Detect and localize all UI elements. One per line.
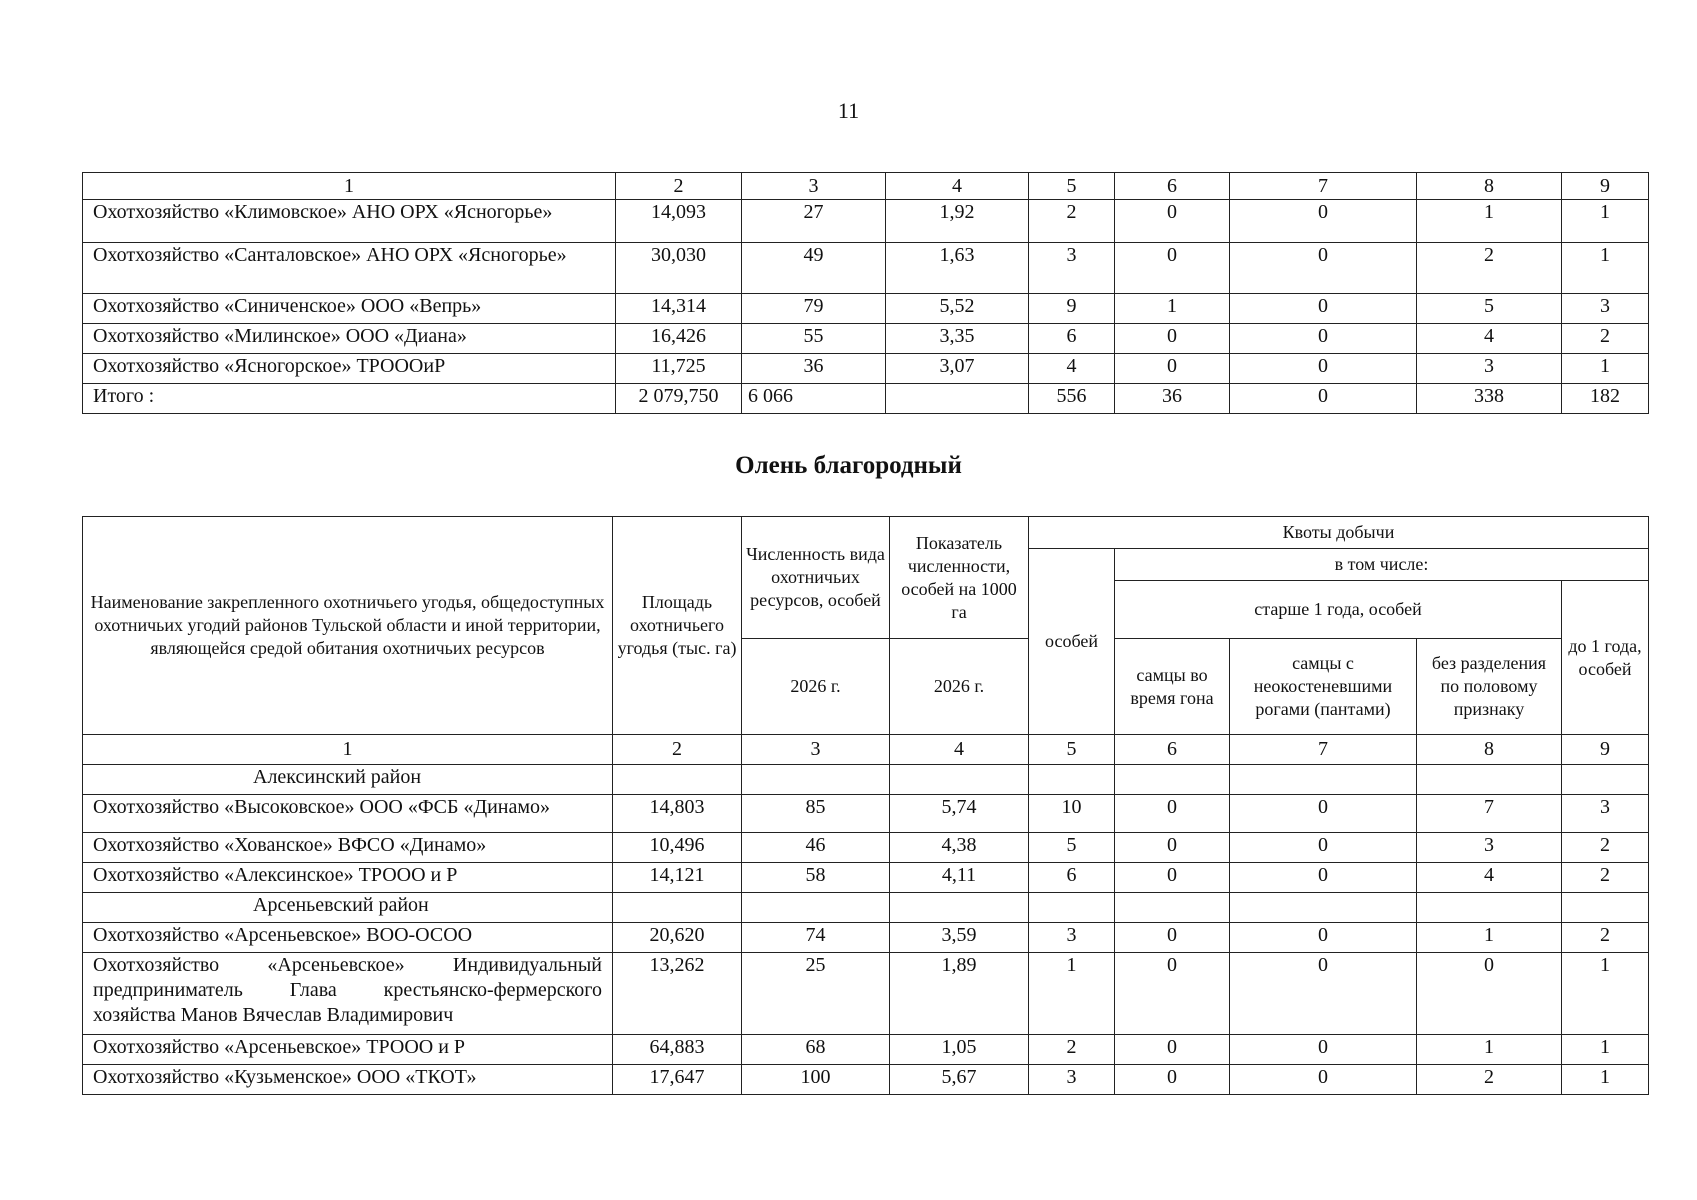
cell-total: 2	[1029, 1035, 1115, 1065]
cell-total: 6	[1029, 863, 1115, 893]
cell-total: 5	[1029, 833, 1115, 863]
table-row	[83, 953, 1649, 1035]
cell-name: Охотхозяйство «Кузьменское» ООО «ТКОТ»	[83, 1065, 613, 1095]
cell-index: 1,89	[890, 953, 1029, 1035]
table-row	[83, 833, 1649, 863]
cell-index: 3,59	[890, 923, 1029, 953]
empty-cell	[1115, 765, 1230, 795]
cell-velvet: 0	[1230, 833, 1417, 863]
column-number: 9	[1562, 735, 1649, 765]
table-row	[83, 863, 1649, 893]
district-name: Алексинский район	[83, 765, 613, 795]
top-column-number-row	[83, 173, 1649, 200]
header-quotas: Квоты добычи	[1029, 517, 1649, 549]
district-row	[83, 765, 1649, 795]
cell-area: 13,262	[613, 953, 742, 1035]
empty-cell	[890, 893, 1029, 923]
cell-velvet: 0	[1230, 863, 1417, 893]
header-older: старше 1 года, особей	[1115, 581, 1562, 639]
cell-velvet: 0	[1230, 795, 1417, 833]
column-number: 4	[890, 735, 1029, 765]
cell-count: 49	[742, 243, 886, 294]
cell-total: 3	[1029, 923, 1115, 953]
cell-total: 4	[1029, 354, 1115, 384]
column-number: 2	[616, 173, 742, 200]
header-count-year: 2026 г.	[742, 639, 890, 735]
column-number: 8	[1417, 735, 1562, 765]
header-young: до 1 года, особей	[1562, 581, 1649, 735]
column-number: 2	[613, 735, 742, 765]
cell-index: 1,05	[890, 1035, 1029, 1065]
cell-nosex: 1	[1417, 1035, 1562, 1065]
section-title: Олень благородный	[735, 452, 962, 479]
cell-nosex: 3	[1417, 354, 1562, 384]
column-number: 6	[1115, 735, 1230, 765]
cell-area: 14,803	[613, 795, 742, 833]
cell-name: Охотхозяйство «Алексинское» ТРООО и Р	[83, 863, 613, 893]
cell-name: Охотхозяйство «Ясногорское» ТРОООиР	[83, 354, 616, 384]
cell-name: Охотхозяйство «Милинское» ООО «Диана»	[83, 324, 616, 354]
cell-nosex: 0	[1417, 953, 1562, 1035]
cell-velvet: 0	[1230, 953, 1417, 1035]
header-rut: самцы во время гона	[1115, 639, 1230, 735]
cell-area: 10,496	[613, 833, 742, 863]
page-number: 11	[837, 98, 860, 123]
cell-rut: 1	[1115, 294, 1230, 324]
cell-index: 1,92	[886, 200, 1029, 243]
cell-nosex: 3	[1417, 833, 1562, 863]
cell-area: 14,121	[613, 863, 742, 893]
cell-area: 16,426	[616, 324, 742, 354]
cell-total: 556	[1029, 384, 1115, 414]
cell-nosex: 1	[1417, 200, 1562, 243]
table-row	[83, 200, 1649, 243]
cell-name: Итого :	[83, 384, 616, 414]
cell-name: Охотхозяйство «Климовское» АНО ОРХ «Ясногорье»	[83, 200, 616, 243]
cell-young: 182	[1562, 384, 1649, 414]
cell-count: 74	[742, 923, 890, 953]
column-number: 5	[1029, 735, 1115, 765]
cell-name: Охотхозяйство «Высоковское» ООО «ФСБ «Динамо»	[83, 795, 613, 833]
bottom-column-number-row	[83, 735, 1649, 765]
cell-count: 46	[742, 833, 890, 863]
cell-total: 9	[1029, 294, 1115, 324]
cell-index: 5,67	[890, 1065, 1029, 1095]
cell-index: 5,52	[886, 294, 1029, 324]
cell-young: 2	[1562, 923, 1649, 953]
cell-index: 1,63	[886, 243, 1029, 294]
cell-name: Охотхозяйство «Хованское» ВФСО «Динамо»	[83, 833, 613, 863]
cell-count: 6 066	[742, 384, 886, 414]
cell-name: Охотхозяйство «Арсеньевское» ТРООО и Р	[83, 1035, 613, 1065]
cell-young: 1	[1562, 243, 1649, 294]
table-row	[83, 923, 1649, 953]
cell-nosex: 7	[1417, 795, 1562, 833]
column-number: 1	[83, 735, 613, 765]
cell-index: 3,35	[886, 324, 1029, 354]
cell-total: 3	[1029, 243, 1115, 294]
cell-young: 2	[1562, 863, 1649, 893]
district-row	[83, 893, 1649, 923]
cell-area: 11,725	[616, 354, 742, 384]
empty-cell	[613, 893, 742, 923]
cell-name: Охотхозяйство «Синиченское» ООО «Вепрь»	[83, 294, 616, 324]
empty-cell	[1230, 765, 1417, 795]
cell-rut: 0	[1115, 243, 1230, 294]
cell-index: 5,74	[890, 795, 1029, 833]
column-number: 9	[1562, 173, 1649, 200]
cell-velvet: 0	[1230, 200, 1417, 243]
cell-young: 1	[1562, 953, 1649, 1035]
cell-nosex: 1	[1417, 923, 1562, 953]
cell-name: Охотхозяйство «Санталовское» АНО ОРХ «Ясногорье»	[83, 243, 616, 294]
cell-area: 20,620	[613, 923, 742, 953]
empty-cell	[1230, 893, 1417, 923]
column-number: 8	[1417, 173, 1562, 200]
column-number: 3	[742, 173, 886, 200]
column-number: 7	[1230, 173, 1417, 200]
cell-rut: 0	[1115, 833, 1230, 863]
header-nosex: без разделения по половому признаку	[1417, 639, 1562, 735]
column-number: 6	[1115, 173, 1230, 200]
cell-velvet: 0	[1230, 1065, 1417, 1095]
cell-rut: 0	[1115, 1035, 1230, 1065]
cell-velvet: 0	[1230, 354, 1417, 384]
table-row	[83, 243, 1649, 294]
cell-count: 85	[742, 795, 890, 833]
empty-cell	[613, 765, 742, 795]
cell-rut: 0	[1115, 795, 1230, 833]
bottom-data-table	[82, 516, 1649, 1095]
table-row	[83, 1065, 1649, 1095]
cell-rut: 36	[1115, 384, 1230, 414]
empty-cell	[890, 765, 1029, 795]
empty-cell	[1562, 893, 1649, 923]
cell-index: 4,38	[890, 833, 1029, 863]
header-including: в том числе:	[1115, 549, 1649, 581]
cell-young: 2	[1562, 324, 1649, 354]
column-number: 7	[1230, 735, 1417, 765]
cell-nosex: 4	[1417, 863, 1562, 893]
cell-rut: 0	[1115, 200, 1230, 243]
empty-cell	[1115, 893, 1230, 923]
cell-young: 3	[1562, 795, 1649, 833]
cell-index: 3,07	[886, 354, 1029, 384]
empty-cell	[742, 765, 890, 795]
cell-young: 1	[1562, 354, 1649, 384]
table-row	[83, 324, 1649, 354]
column-number: 5	[1029, 173, 1115, 200]
column-number: 3	[742, 735, 890, 765]
cell-nosex: 5	[1417, 294, 1562, 324]
header-total: особей	[1029, 549, 1115, 735]
total-row	[83, 384, 1649, 414]
empty-cell	[1562, 765, 1649, 795]
cell-name: Охотхозяйство «Арсеньевское» Индивидуальный предприниматель Глава крестьянско-фермерского хозяйства Манов Вячеслав Владимирович	[83, 953, 613, 1035]
cell-total: 10	[1029, 795, 1115, 833]
cell-count: 68	[742, 1035, 890, 1065]
column-number: 4	[886, 173, 1029, 200]
cell-area: 17,647	[613, 1065, 742, 1095]
cell-velvet: 0	[1230, 324, 1417, 354]
table-row	[83, 294, 1649, 324]
cell-count: 25	[742, 953, 890, 1035]
cell-rut: 0	[1115, 324, 1230, 354]
cell-velvet: 0	[1230, 923, 1417, 953]
cell-count: 100	[742, 1065, 890, 1095]
cell-count: 58	[742, 863, 890, 893]
cell-rut: 0	[1115, 953, 1230, 1035]
cell-name: Охотхозяйство «Арсеньевское» ВОО-ОСОО	[83, 923, 613, 953]
table-row	[83, 354, 1649, 384]
empty-cell	[742, 893, 890, 923]
cell-young: 2	[1562, 833, 1649, 863]
empty-cell	[1029, 893, 1115, 923]
cell-nosex: 2	[1417, 1065, 1562, 1095]
cell-count: 79	[742, 294, 886, 324]
cell-index: 4,11	[890, 863, 1029, 893]
cell-nosex: 2	[1417, 243, 1562, 294]
cell-total: 6	[1029, 324, 1115, 354]
cell-count: 55	[742, 324, 886, 354]
cell-total: 3	[1029, 1065, 1115, 1095]
empty-cell	[1417, 765, 1562, 795]
cell-velvet: 0	[1230, 294, 1417, 324]
header-area: Площадь охотничьего угодья (тыс. га)	[613, 517, 742, 735]
cell-area: 14,093	[616, 200, 742, 243]
column-number: 1	[83, 173, 616, 200]
cell-velvet: 0	[1230, 243, 1417, 294]
header-name: Наименование закрепленного охотничьего угодья, общедоступных охотничьих угодий районов Тульской области и иной территории, являющейся средой обитания охотничьих ресурсов	[83, 517, 613, 735]
cell-count: 36	[742, 354, 886, 384]
top-data-table	[82, 172, 1649, 414]
header-index-year: 2026 г.	[890, 639, 1029, 735]
cell-velvet: 0	[1230, 384, 1417, 414]
cell-rut: 0	[1115, 863, 1230, 893]
header-count: Численность вида охотничьих ресурсов, особей	[742, 517, 890, 639]
cell-area: 64,883	[613, 1035, 742, 1065]
cell-index	[886, 384, 1029, 414]
table-row	[83, 1035, 1649, 1065]
cell-rut: 0	[1115, 1065, 1230, 1095]
cell-young: 1	[1562, 1035, 1649, 1065]
header-velvet: самцы с неокостеневшими рогами (пантами)	[1230, 639, 1417, 735]
cell-total: 1	[1029, 953, 1115, 1035]
cell-area: 2 079,750	[616, 384, 742, 414]
cell-total: 2	[1029, 200, 1115, 243]
cell-rut: 0	[1115, 354, 1230, 384]
cell-area: 14,314	[616, 294, 742, 324]
empty-cell	[1029, 765, 1115, 795]
cell-velvet: 0	[1230, 1035, 1417, 1065]
empty-cell	[1417, 893, 1562, 923]
cell-area: 30,030	[616, 243, 742, 294]
table-row	[83, 795, 1649, 833]
cell-nosex: 338	[1417, 384, 1562, 414]
header-index: Показатель численности, особей на 1000 га	[890, 517, 1029, 639]
cell-young: 3	[1562, 294, 1649, 324]
cell-nosex: 4	[1417, 324, 1562, 354]
cell-count: 27	[742, 200, 886, 243]
cell-rut: 0	[1115, 923, 1230, 953]
cell-young: 1	[1562, 1065, 1649, 1095]
cell-young: 1	[1562, 200, 1649, 243]
district-name: Арсеньевский район	[83, 893, 613, 923]
